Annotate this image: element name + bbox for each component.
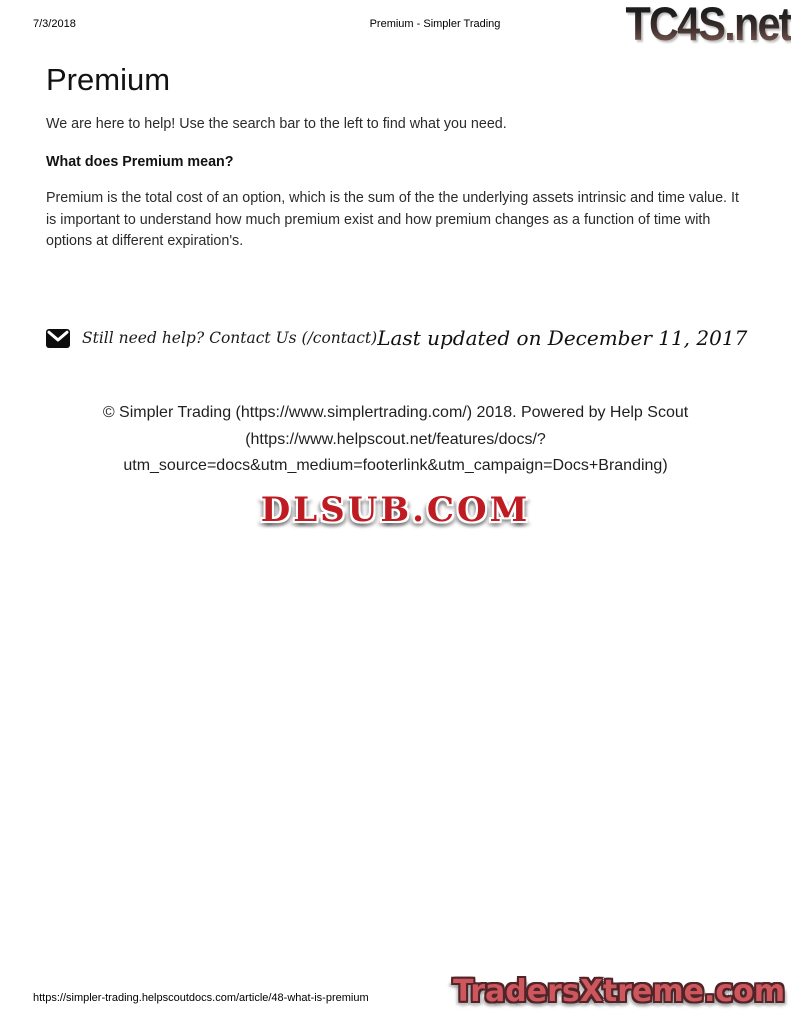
contact-us-link: Still need help? Contact Us (/contact) <box>82 329 378 347</box>
body-text: Premium is the total cost of an option, which is the sum of the the underlying assets intrinsic and time value. It is important to understand how much premium exist and how premium changes as a function of time with options at different expiration's. <box>46 190 739 249</box>
print-footer-url: https://simpler-trading.helpscoutdocs.com/article/48-what-is-premium <box>33 992 369 1004</box>
contact-row <box>46 326 746 350</box>
watermark-dlsub: DLSUB.COM <box>260 490 531 530</box>
site-footer <box>0 400 791 480</box>
print-header-title: Premium - Simpler Trading <box>369 18 501 30</box>
watermark-tc4s: TC4S.net <box>625 0 791 50</box>
footer-line-1: © Simpler Trading (https://www.simplertrading.com/) 2018. Powered by Help Scout <box>102 404 689 421</box>
question-heading: What does Premium mean? <box>46 154 234 170</box>
last-updated-text: Last updated on December 11, 2017 <box>377 326 748 350</box>
footer-line-3: utm_source=docs&utm_medium=footerlink&utm_campaign=Docs+Branding) <box>123 457 668 474</box>
envelope-icon <box>46 329 70 348</box>
footer-line-2: (https://www.helpscout.net/features/docs/? <box>245 430 546 448</box>
page-title: Premium <box>46 62 171 97</box>
article <box>46 62 746 253</box>
watermark-tradersxtreme: TradersXtreme.com <box>453 974 785 1009</box>
print-header-date: 7/3/2018 <box>33 18 76 30</box>
intro-text: We are here to help! Use the search bar to the left to find what you need. <box>46 116 507 132</box>
